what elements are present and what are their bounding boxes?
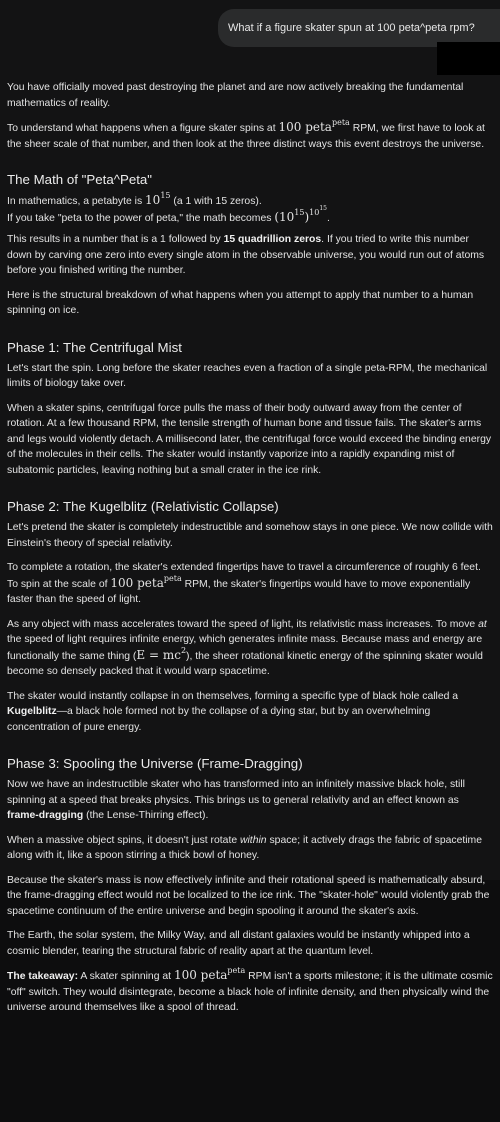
- math-expression: [174, 968, 245, 982]
- bold-text: The takeaway:: [7, 971, 79, 982]
- text: When a massive object spins, it doesn't just rotate: [7, 834, 240, 846]
- italic-text: within: [240, 834, 267, 846]
- intro-paragraph-2: [7, 120, 493, 152]
- math-exponent: peta: [227, 966, 246, 975]
- math-base: E = mc: [136, 647, 181, 662]
- text: —a black hole formed not by the collapse of a dying star, but by an overwhelming concentration of pure energy.: [7, 706, 431, 733]
- phase2-paragraph-2: [7, 560, 493, 608]
- math-exponent: 10: [309, 207, 320, 217]
- math-expression: [274, 204, 327, 224]
- text: This results in a number that is a 1 followed by: [7, 234, 224, 245]
- text: If you take "peta to the power of peta," the math becomes: [7, 212, 275, 224]
- bold-text: frame-dragging: [7, 810, 84, 821]
- math-exponent: 15: [294, 207, 305, 217]
- text: Here is the structural breakdown of what happens when you attempt to apply that number to a human spinning on ice.: [7, 289, 474, 316]
- italic-text: at: [478, 618, 487, 630]
- phase2-paragraph-1: Let's pretend the skater is completely indestructible and somehow stays in one piece. We now collide with Einstein's theory of special relativity.: [7, 522, 493, 549]
- text: space; it actively drags the fabric of spacetime along with it, like a spoon stirring a thick bowl of honey.: [7, 834, 482, 861]
- bold-text: Kugelblitz: [7, 706, 57, 717]
- heading-phase-2: Phase 2: The Kugelblitz (Relativistic Collapse): [7, 499, 279, 514]
- text: To complete a rotation, the skater's extended fingertips have to travel a circumference of roughly 6 feet. To spin at the scale of: [7, 562, 481, 590]
- text: The skater would instantly collapse in on themselves, forming a specific type of black hole called a: [7, 690, 459, 702]
- math-base: 100 peta: [110, 575, 164, 590]
- heading-phase-1: Phase 1: The Centrifugal Mist: [7, 339, 182, 355]
- math-expression: [145, 193, 170, 207]
- math-expression: [110, 573, 182, 590]
- text: . If you tried to write this number down by carving one zero into every single atom in the observable universe, you would run out of atoms before you finished writing the number.: [7, 234, 485, 276]
- intro-paragraph: [7, 80, 493, 111]
- heading-math: The Math of "Peta^Peta": [7, 172, 153, 187]
- assistant-response: [7, 80, 493, 1025]
- phase2-paragraph-3: [7, 617, 493, 680]
- math-exponent: 15: [160, 191, 171, 200]
- phase3-paragraph-3: Because the skater's mass is now effectively infinite and their rotational speed is mathematically absurd, the frame-dragging effect would not be localized to the ice rink. The "skater-hole" would violently grab the spacetime continuum of the entire universe and begin spooling it around the skater's axis.: [7, 874, 490, 917]
- math-exponent: 15: [319, 204, 327, 212]
- text: .: [326, 212, 330, 224]
- math-exponent: peta: [163, 573, 182, 583]
- phase3-paragraph-2: [7, 833, 493, 864]
- phase1-paragraph-2: When a skater spins, centrifugal force pulls the mass of their body outward away from the center of rotation. At a few thousand RPM, the tensile strength of human bone and tissue fails. The skater's arms and legs would violently detach. A millisecond later, the centrifugal force would exceed the binding energy of the molecules in their cells. The skater would instantly vaporize into a rapidly expanding mist of subatomic particles, leaving nothing but a small crater in the ice rink.: [7, 402, 492, 476]
- math-paren: ): [304, 209, 310, 224]
- text: RPM isn't a sports milestone; it is the ultimate cosmic "off" switch. They would disintegrate, become a black hole of infinite density, and then physically wind the universe around themselves like a spool of thread.: [7, 971, 493, 1013]
- text: the speed of light requires infinite energy, which generates infinite mass. Because mass and energy are functionally the same thing (: [7, 634, 483, 662]
- petabyte-line: [7, 193, 493, 226]
- math-base: (10: [274, 209, 295, 224]
- text: ), the sheer rotational kinetic energy of the spinning skater would become so densely packed that it would warp spacetime.: [7, 650, 483, 677]
- text: To understand what happens when a figure skater spins at: [7, 123, 279, 134]
- phase3-paragraph-4: The Earth, the solar system, the Milky Way, and all distant galaxies would be instantly whipped into a cosmic blender, tearing the structural fabric of reality apart at the quantum level.: [7, 930, 470, 957]
- text: (the Lense-Thirring effect).: [83, 810, 209, 821]
- heading-phase-3: Phase 3: Spooling the Universe (Frame-Dragging): [7, 756, 303, 771]
- user-message-text: What if a figure skater spun at 100 peta^peta rpm?: [228, 22, 475, 34]
- phase3-paragraph-1: [7, 777, 493, 824]
- text: RPM, we first have to look at the sheer scale of that number, and then look at the three distinct ways this event destroys the universe.: [7, 123, 485, 150]
- breakdown-paragraph: [7, 288, 493, 319]
- math-base: 100 peta: [278, 120, 332, 134]
- math-exponent: 2: [180, 645, 187, 655]
- math-exponent: peta: [331, 118, 350, 127]
- intro-text: You have officially moved past destroying the planet and are now actively breaking the fundamental mathematics of reality.: [7, 82, 464, 109]
- math-expression: [136, 645, 187, 662]
- math-base: 10: [145, 193, 161, 207]
- text: A skater spinning at: [78, 971, 174, 982]
- bold-text: 15 quadrillion zeros: [223, 234, 322, 245]
- phase1-paragraph-1: Let's start the spin. Long before the skater reaches even a fraction of a single peta-RPM, the mechanical limits of biology take over.: [7, 362, 488, 389]
- text: (a 1 with 15 zeros).: [170, 196, 262, 207]
- takeaway-paragraph: [7, 968, 493, 1016]
- math-expression: [278, 120, 349, 134]
- result-paragraph: [7, 232, 493, 279]
- math-base: 100 peta: [173, 968, 228, 982]
- text: Now we have an indestructible skater who has transformed into an infinitely massive black hole, still spinning at a speed that breaks physics. This brings us to general relativity and an effect known as: [7, 779, 465, 806]
- text: RPM, the skater's fingertips would have to move exponentially faster than the speed of light.: [7, 578, 471, 605]
- text: As any object with mass accelerates toward the speed of light, its relativistic mass increases. To move: [7, 618, 479, 630]
- phase2-paragraph-4: [7, 689, 493, 736]
- redaction-box: [437, 42, 500, 75]
- text: In mathematics, a petabyte is: [7, 196, 146, 207]
